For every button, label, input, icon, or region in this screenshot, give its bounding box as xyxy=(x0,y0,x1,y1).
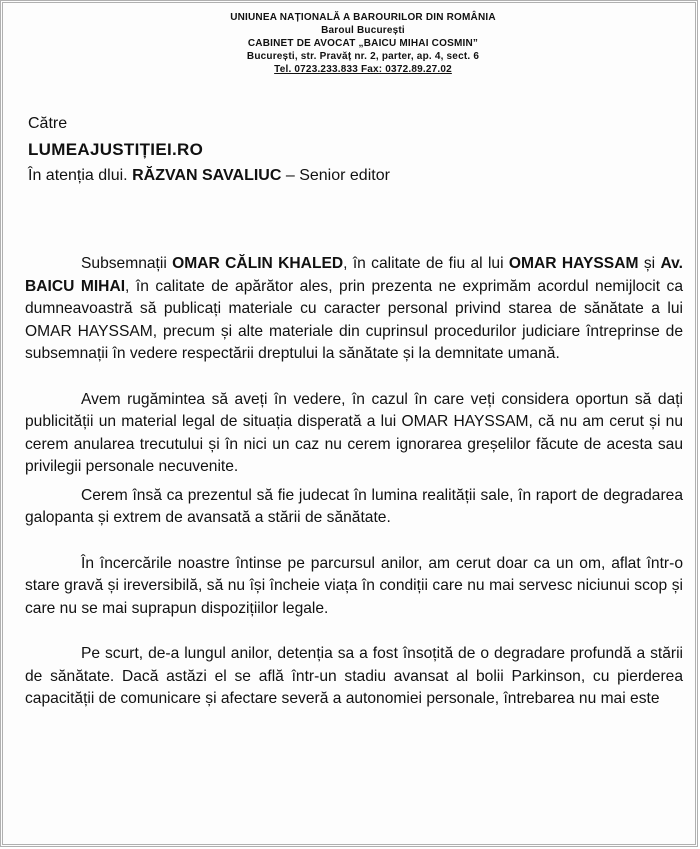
paragraph-judgement: Cerem însă ca prezentul să fie judecat în lumina realității sale, în raport de degradarea galopanta și extrem de avansată a stării de sănătate. xyxy=(25,486,683,526)
attention-role: – Senior editor xyxy=(281,167,390,184)
attention-name: RĂZVAN SAVALIUC xyxy=(132,167,282,184)
recipient-site: LUMEAJUSTIȚIEI.RO xyxy=(28,140,204,159)
recipient-block xyxy=(28,111,390,189)
letterhead xyxy=(153,11,573,76)
letterhead-cabinet: CABINET DE AVOCAT „BAICU MIHAI COSMIN” xyxy=(247,38,479,49)
name-baicu-mihai: Av. BAICU MIHAI xyxy=(25,255,683,295)
paragraph-attempts: În încercările noastre întinse pe parcursul anilor, am cerut doar ca un om, aflat într-o stare gravă și ireversibilă, să nu își încheie viața în condiții care nu mai servesc niciunui scop și care nu se mai suprapun dispozițiilor legale. xyxy=(25,554,683,617)
recipient-to: Către xyxy=(28,115,68,132)
letterhead-union: UNIUNEA NAȚIONALĂ A BAROURILOR DIN ROMÂNIA xyxy=(230,12,496,23)
attention-prefix: În atenția dlui. xyxy=(28,167,128,184)
paragraph-consent: Subsemnații OMAR CĂLIN KHALED, în calitate de fiu al lui OMAR HAYSSAM și Av. BAICU MIHAI, în calitate de apărător ales, prin prezenta ne exprimăm acordul nemijlocit ca dumneavoastră să publicați materiale cu caracter personal privind starea de sănătate a lui OMAR HAYSSAM, precum și alte materiale din cuprinsul procedurilor judiciare întreprinse de subsemnații în vedere respectării dreptului la sănătate și la demnitate umană. xyxy=(25,255,683,362)
name-omar-calin-khaled: OMAR CĂLIN KHALED xyxy=(172,255,344,272)
letterhead-bar: Baroul București xyxy=(321,25,405,36)
letterhead-contact: Tel. 0723.233.833 Fax: 0372.89.27.02 xyxy=(274,64,452,75)
paragraph-request: Avem rugămintea să aveți în vedere, în cazul în care veți considera oportun să dați publicității un material legal de situația disperată a lui OMAR HAYSSAM, că nu am cerut și nu cerem anularea trecutului și în nici un caz nu cerem ignorarea greșelilor făcute de acesta sau privilegii personale necuvenite. xyxy=(25,390,683,475)
recipient-attention xyxy=(28,163,390,189)
letterhead-address: București, str. Pravăț nr. 2, parter, ap. 4, sect. 6 xyxy=(246,51,480,62)
paragraph-summary: Pe scurt, de-a lungul anilor, detenția sa a fost însoțită de o degradare profundă a stării de sănătate. Dacă astăzi el se află într-un stadiu avansat al bolii Parkinson, cu pierderea capacității de comunicare și afectare severă a autonomiei personale, întrebarea nu mai este xyxy=(25,645,683,707)
letter-body xyxy=(25,253,683,711)
name-omar-hayssam: OMAR HAYSSAM xyxy=(508,255,639,272)
